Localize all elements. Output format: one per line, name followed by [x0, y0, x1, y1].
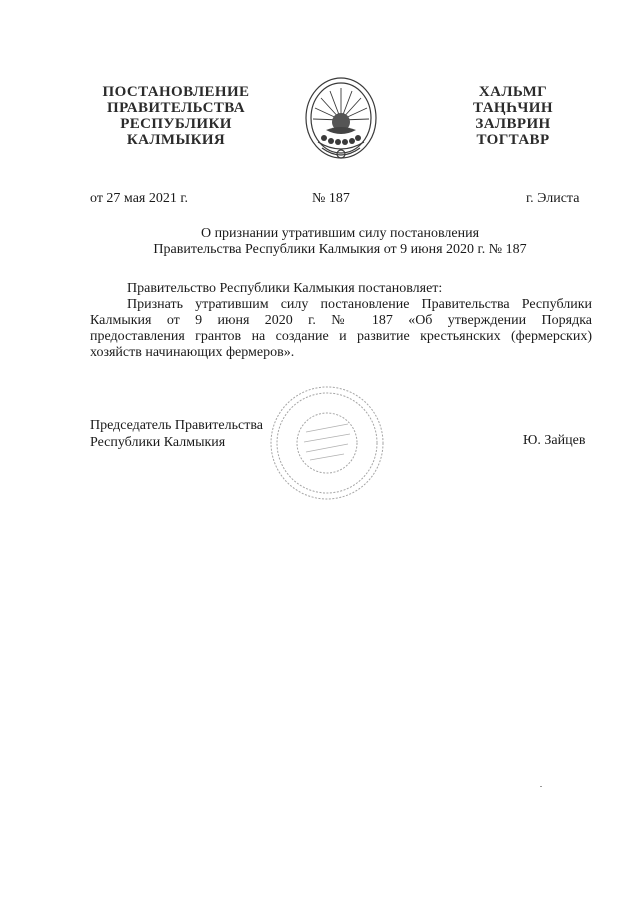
document-title — [90, 226, 590, 258]
header-left-line: РЕСПУБЛИКИ — [120, 116, 232, 132]
decree-intro: Правительство Республики Калмыкия постановляет: — [127, 281, 443, 296]
signatory-name: Ю. Зайцев — [523, 433, 586, 448]
decree-body — [90, 297, 592, 361]
document-city: г. Элиста — [526, 191, 580, 206]
document-date: от 27 мая 2021 г. — [90, 191, 189, 206]
page-mark — [540, 786, 542, 787]
header-right-line: ТАҢҺЧИН — [473, 100, 553, 116]
official-seal-stamp-icon — [268, 384, 386, 502]
body-line-1 — [90, 297, 592, 313]
header-right-line: ТОГТАВР — [476, 132, 550, 148]
header-left-line: КАЛМЫКИЯ — [126, 132, 226, 148]
signatory-title-line: Председатель Правительства — [90, 418, 263, 433]
header-left-line: ПРАВИТЕЛЬСТВА — [107, 100, 245, 116]
body-line-4: хозяйств начинающих фермеров». — [90, 345, 295, 360]
signatory-title-line: Республики Калмыкия — [90, 435, 226, 450]
body-line-2: Калмыкия от 9 июня 2020 г. № 187 «Об утверждении Порядка — [90, 313, 592, 328]
header-right-title — [448, 84, 578, 148]
header-left-title — [86, 84, 266, 148]
signatory-title — [90, 417, 263, 451]
document-number: № 187 — [312, 191, 350, 206]
kalmykia-coat-of-arms-icon — [300, 72, 382, 168]
title-line: О признании утратившим силу постановления — [200, 226, 480, 241]
header-right-line: ХАЛЬМГ — [478, 84, 548, 100]
body-line-3: предоставления грантов на создание и развитие крестьянских (фермерских) — [90, 329, 592, 344]
header-right-line: ЗАЛВРИН — [475, 116, 551, 132]
body-line-text: Признать утратившим силу постановление Правительства Республики — [127, 297, 592, 312]
title-line: Правительства Республики Калмыкия от 9 июня 2020 г. № 187 — [153, 242, 527, 257]
header-left-line: ПОСТАНОВЛЕНИЕ — [102, 84, 250, 100]
